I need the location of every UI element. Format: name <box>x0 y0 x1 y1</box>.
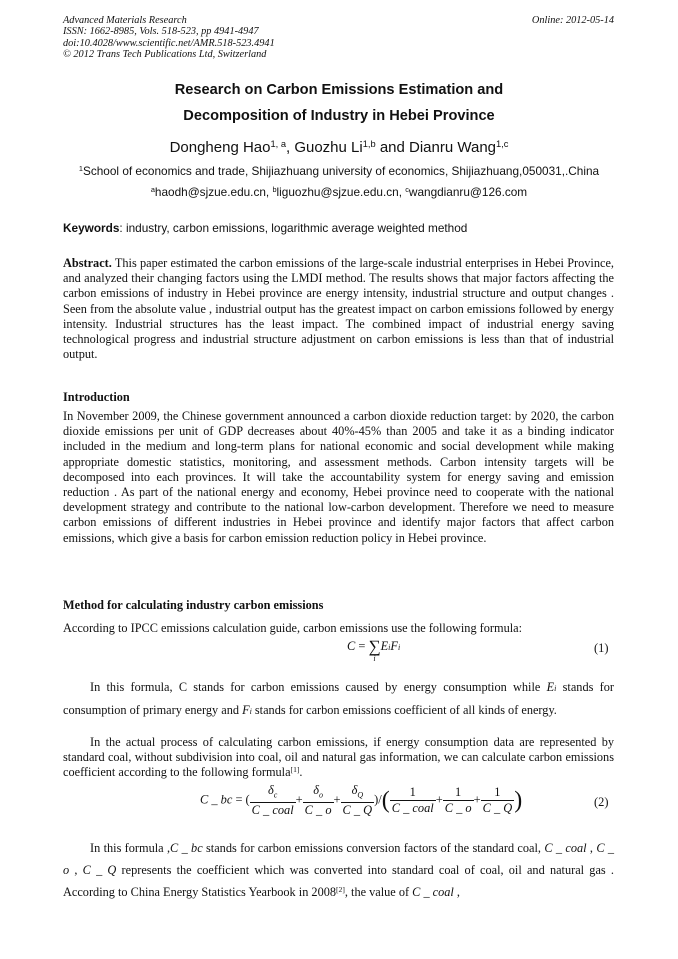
journal-header <box>63 15 275 61</box>
email-line <box>0 185 678 199</box>
eq2-frac-6 <box>481 785 515 816</box>
eq2-frac-5 <box>443 785 474 816</box>
author-2-marks: 1,b <box>362 138 376 149</box>
eq2-frac-4 <box>390 785 436 816</box>
eq2-delta-1: δ <box>268 783 274 797</box>
eq2-big-paren-open: ( <box>381 787 390 814</box>
author-1-marks: 1, a <box>270 138 286 149</box>
copyright-line: © 2012 Trans Tech Publications Ltd, Switzerland <box>63 49 267 61</box>
title-line-2: Decomposition of Industry in Hebei Province <box>183 108 495 124</box>
eq2-delta-3: δ <box>351 783 358 797</box>
eq2-plus-2: + <box>333 792 341 807</box>
p3-cbc: C _ bc <box>170 841 203 855</box>
eq1-sigma: ∑ <box>368 637 381 656</box>
equation-1 <box>347 635 401 663</box>
eq2-close-slash: )/ <box>374 792 382 807</box>
affiliation-text: School of economics and trade, Shijiazhuang university of economics, Shijiazhuang,050031,.China <box>82 164 600 178</box>
eq2-one-3: 1 <box>481 785 515 801</box>
p3-ref: [2] <box>336 884 345 894</box>
equation-1-number: (1) <box>594 641 609 655</box>
equation-2 <box>200 783 522 818</box>
eq2-plus-3: + <box>435 792 443 807</box>
eq1-F-sub: i <box>397 642 401 652</box>
eq2-lhs: C _ bc <box>200 792 233 807</box>
keywords <box>63 221 467 235</box>
introduction-text: In November 2009, the Chinese government announced a carbon dioxide reduction target: by 2020, the carbon dioxide emissions per unit of GDP decreases about 40%-45% than 2005 and take it as a binding indicator included in the medium and long-term plans for national economic and social development while making appropriate domestic statistics, monitoring, and assessment methods. Carbon intensity targets will be decomposed into each provinces. It will take the accountability system for energy saving and emission reduction . As part of the national energy and economy, Hebei province need to cooperate with the national development strategy and contribute to the national low-carbon development. Therefore we need to measure carbon emissions of different industries in Hebei province and identify major factors that affect carbon emissions, which give a basis for carbon emission reduction policy in Hebei province. <box>63 409 614 545</box>
p1-Ei-sub: i <box>554 684 557 693</box>
online-date: Online: 2012-05-14 <box>531 15 614 26</box>
eq2-delta-2-sub: o <box>318 790 323 800</box>
p3-ccoal-2: C _ coal <box>412 885 454 899</box>
p3-comma-2: , <box>69 863 83 877</box>
method-para-1 <box>63 677 614 722</box>
p1-Ei: E <box>546 680 555 694</box>
p1-text-a: In this formula, C stands for carbon emissions caused by energy consumption while <box>90 680 547 694</box>
eq2-frac-2 <box>303 783 334 818</box>
eq2-delta-3-sub: Q <box>357 790 364 800</box>
eq2-big-paren-close: ) <box>514 787 523 814</box>
eq2-den-4: C _ coal <box>391 801 434 816</box>
email-b: liguozhu@sjzue.edu.cn, <box>276 185 406 199</box>
p1-text-b: stands for consumption of primary energy and <box>63 680 614 717</box>
keywords-label: Keywords <box>63 221 120 235</box>
email-c: wangdianru@126.com <box>408 185 528 199</box>
introduction-heading: Introduction <box>63 390 130 404</box>
eq1-lhs: C <box>347 638 356 653</box>
equation-2-number: (2) <box>594 795 609 809</box>
journal-name: Advanced Materials Research <box>63 15 187 26</box>
keywords-text: : industry, carbon emissions, logarithmic average weighted method <box>119 221 468 235</box>
method-para-3 <box>63 837 614 903</box>
eq1-equals: = <box>355 638 369 653</box>
eq1-sum-index: i <box>373 654 376 663</box>
eq2-den-1: C _ coal <box>251 803 294 818</box>
eq2-plus-1: + <box>295 792 303 807</box>
p3-text-a: In this formula , <box>90 841 171 855</box>
method-para-2 <box>63 735 614 781</box>
author-3-marks: 1,c <box>496 138 509 149</box>
email-c-mark: c <box>405 184 409 194</box>
eq2-one-1: 1 <box>390 785 436 801</box>
eq2-frac-1 <box>250 783 296 818</box>
eq2-den-2: C _ o <box>304 803 332 818</box>
eq1-E: E <box>380 638 389 653</box>
abstract-text: This paper estimated the carbon emissions of the large-scale industrial enterprises in Hebei Province, and analyzed their changing factors using the LMDI method. The results shows that major factors affecting the carbon emissions of industry in Hebei province are energy intensity, industrial structure and output changes . Seen from the absolute value , industrial output has the greatest impact on carbon emissions followed by energy intensity. Industrial structures has the least impact. The combined impact of industrial energy saving technological progress and industrial structure adjustment on carbon emissions is less than that of industrial output. <box>63 256 614 362</box>
p3-text-b: stands for carbon emissions conversion factors of the standard coal, <box>202 841 545 855</box>
p1-text-c: stands for carbon emissions coefficient of all kinds of energy. <box>251 702 557 717</box>
p3-text-c: represents the coefficient which was converted into standard coal of coal, oil and natural gas . According to China Energy Statistics Yearbook in 2008 <box>63 863 614 899</box>
eq2-frac-3 <box>341 783 375 818</box>
email-b-mark: b <box>272 184 277 194</box>
p3-cq: C _ Q <box>82 863 117 877</box>
eq2-delta-2: δ <box>313 783 319 797</box>
issn-line: ISSN: 1662-8985, Vols. 518-523, pp 4941-4947 <box>63 26 259 38</box>
p2-ref: [1] <box>290 765 300 775</box>
p3-ccoal: C _ coal <box>544 841 587 855</box>
doi-line: doi:10.4028/www.scientific.net/AMR.518-523.4941 <box>63 37 275 49</box>
author-3: and Dianru Wang <box>375 139 497 156</box>
eq2-one-2: 1 <box>443 785 474 801</box>
abstract-label: Abstract. <box>63 256 112 270</box>
author-1: Dongheng Hao <box>169 139 271 156</box>
eq2-den-6: C _ Q <box>482 801 513 816</box>
eq2-plus-4: + <box>473 792 481 807</box>
eq2-den-3: C _ Q <box>342 803 373 818</box>
eq2-den-5: C _ o <box>444 801 472 816</box>
affiliation <box>0 164 678 178</box>
method-intro: According to IPCC emissions calculation guide, carbon emissions use the following formula: <box>63 621 523 635</box>
p2-end: . <box>299 765 303 780</box>
method-heading: Method for calculating industry carbon emissions <box>63 598 324 612</box>
p3-text-e: , <box>453 885 460 899</box>
eq1-E-sub: i <box>388 642 391 652</box>
author-list <box>0 139 678 156</box>
eq2-open: = ( <box>232 792 250 807</box>
p1-Fi: F <box>242 702 250 717</box>
p3-text-d: , the value of <box>344 885 413 899</box>
email-a: haodh@sjzue.edu.cn, <box>154 185 273 199</box>
author-2: , Guozhu Li <box>286 139 363 156</box>
p3-comma-1: , <box>586 841 597 855</box>
eq1-F: F <box>390 638 398 653</box>
eq2-delta-1-sub: c <box>273 790 278 800</box>
email-a-mark: a <box>150 184 155 194</box>
eq1-sum <box>368 639 380 663</box>
affiliation-mark: 1 <box>78 163 83 173</box>
p2-text: In the actual process of calculating carbon emissions, if energy consumption data are represented by standard coal, without subdivision into coal, oil and natural gas information, we can calculate carbon emissions coefficient according to the following formula <box>63 735 614 780</box>
p1-Fi-sub: i <box>249 706 252 716</box>
title-line-1: Research on Carbon Emissions Estimation and <box>174 82 504 98</box>
abstract <box>63 256 614 362</box>
p3-co: C _ o <box>63 841 615 877</box>
